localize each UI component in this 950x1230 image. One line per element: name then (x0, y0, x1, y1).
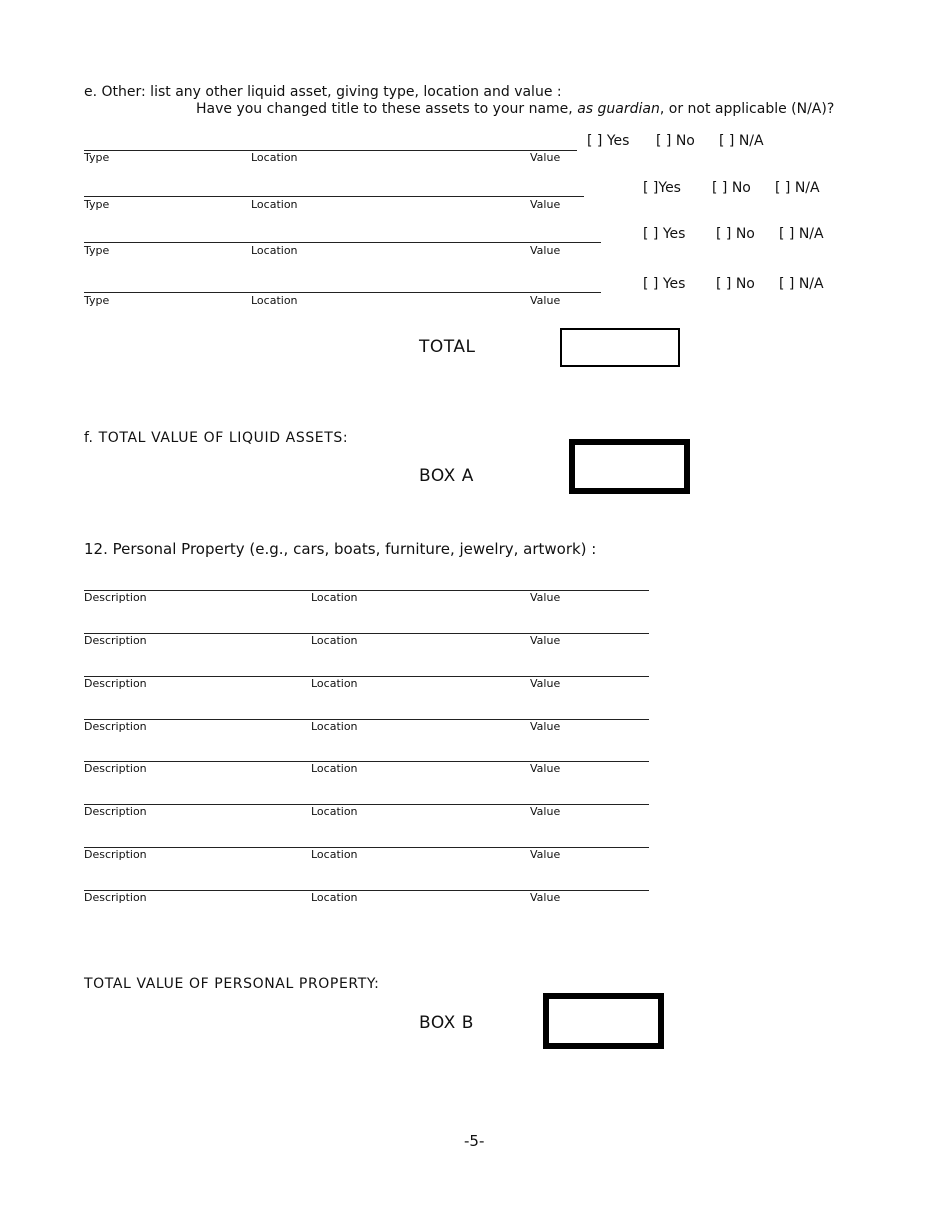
description-label: Description (84, 762, 147, 775)
location-label: Location (251, 294, 298, 307)
location-label: Location (311, 720, 358, 733)
value-label: Value (530, 634, 561, 647)
box-a-value[interactable] (569, 439, 690, 494)
asset-line-1[interactable] (84, 150, 577, 151)
location-label: Location (311, 677, 358, 690)
na-checkbox[interactable]: [ ] N/A (779, 276, 824, 292)
value-label: Value (530, 244, 561, 257)
property-line[interactable] (84, 590, 649, 591)
description-label: Description (84, 634, 147, 647)
asset-title-options-1 (587, 133, 764, 149)
asset-line-4[interactable] (84, 292, 601, 293)
page-number: -5- (464, 1132, 485, 1150)
type-label: Type (84, 244, 110, 257)
type-label: Type (84, 294, 110, 307)
yes-checkbox[interactable]: [ ]Yes (643, 180, 681, 196)
total-label: TOTAL (419, 337, 476, 357)
location-label: Location (311, 848, 358, 861)
box-a-label: BOX A (419, 466, 474, 486)
section-e-title-question (196, 101, 834, 117)
yes-checkbox[interactable]: [ ] Yes (643, 276, 686, 292)
question-emphasis: as guardian (577, 101, 660, 117)
property-line[interactable] (84, 719, 649, 720)
asset-title-options-2 (643, 180, 820, 196)
total-value-box[interactable] (560, 328, 680, 367)
location-label: Location (311, 891, 358, 904)
no-checkbox[interactable]: [ ] No (716, 276, 755, 292)
location-label: Location (251, 244, 298, 257)
value-label: Value (530, 762, 561, 775)
na-checkbox[interactable]: [ ] N/A (779, 226, 824, 242)
box-b-value[interactable] (543, 993, 664, 1049)
property-line[interactable] (84, 847, 649, 848)
no-checkbox[interactable]: [ ] No (716, 226, 755, 242)
na-checkbox[interactable]: [ ] N/A (775, 180, 820, 196)
asset-title-options-4 (643, 276, 824, 292)
location-label: Location (311, 805, 358, 818)
location-label: Location (311, 634, 358, 647)
personal-property-heading: 12. Personal Property (e.g., cars, boats, furniture, jewelry, artwork) : (84, 540, 597, 558)
no-checkbox[interactable]: [ ] No (656, 133, 695, 149)
property-line[interactable] (84, 890, 649, 891)
section-e-instruction: e. Other: list any other liquid asset, giving type, location and value : (84, 84, 562, 100)
location-label: Location (311, 762, 358, 775)
box-b-label: BOX B (419, 1013, 474, 1033)
type-label: Type (84, 151, 110, 164)
description-label: Description (84, 720, 147, 733)
property-line[interactable] (84, 633, 649, 634)
location-label: Location (251, 198, 298, 211)
value-label: Value (530, 151, 561, 164)
value-label: Value (530, 591, 561, 604)
type-label: Type (84, 198, 110, 211)
asset-line-3[interactable] (84, 242, 601, 243)
liquid-assets-total-label: f. TOTAL VALUE OF LIQUID ASSETS: (84, 430, 349, 446)
location-label: Location (311, 591, 358, 604)
property-line[interactable] (84, 804, 649, 805)
description-label: Description (84, 848, 147, 861)
value-label: Value (530, 677, 561, 690)
na-checkbox[interactable]: [ ] N/A (719, 133, 764, 149)
property-line[interactable] (84, 676, 649, 677)
value-label: Value (530, 891, 561, 904)
value-label: Value (530, 848, 561, 861)
question-text: Have you changed title to these assets to your name, (196, 101, 578, 117)
yes-checkbox[interactable]: [ ] Yes (643, 226, 686, 242)
description-label: Description (84, 591, 147, 604)
description-label: Description (84, 805, 147, 818)
value-label: Value (530, 720, 561, 733)
property-line[interactable] (84, 761, 649, 762)
location-label: Location (251, 151, 298, 164)
description-label: Description (84, 891, 147, 904)
asset-title-options-3 (643, 226, 824, 242)
question-text-end: , or not applicable (N/A)? (659, 101, 835, 117)
asset-line-2[interactable] (84, 196, 584, 197)
personal-property-total-label: TOTAL VALUE OF PERSONAL PROPERTY: (84, 976, 380, 992)
no-checkbox[interactable]: [ ] No (712, 180, 751, 196)
yes-checkbox[interactable]: [ ] Yes (587, 133, 630, 149)
value-label: Value (530, 805, 561, 818)
value-label: Value (530, 198, 561, 211)
value-label: Value (530, 294, 561, 307)
description-label: Description (84, 677, 147, 690)
